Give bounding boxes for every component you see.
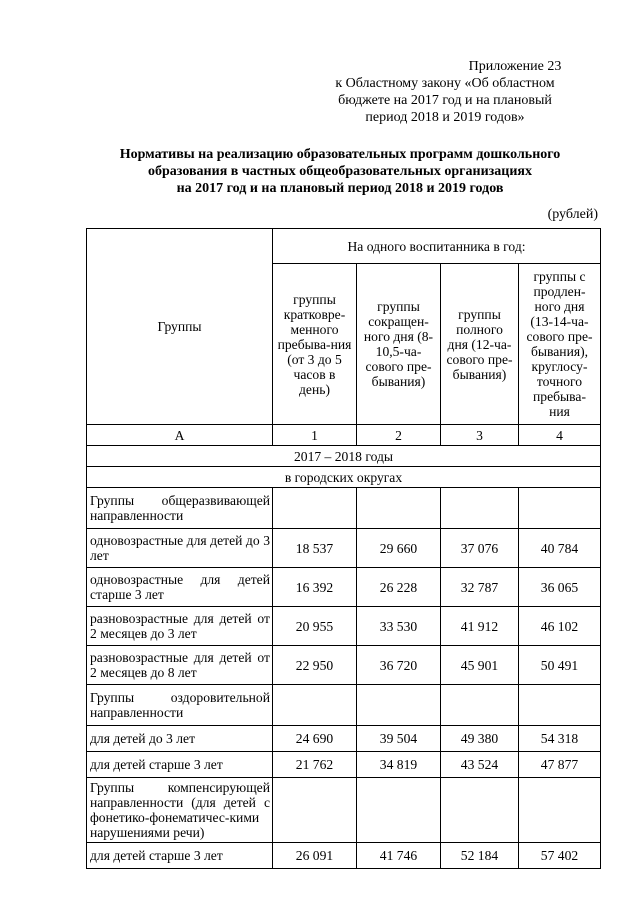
table-row (87, 488, 601, 529)
value-cell: 43 524 (441, 752, 519, 778)
row-label: разновозрастные для детей от 2 месяцев до 8 лет (87, 646, 273, 685)
header-col-2: группы сокращен-ного дня (8-10,5-ча-сового пре-бывания) (357, 264, 441, 425)
value-cell: 36 720 (357, 646, 441, 685)
value-cell: 18 537 (273, 529, 357, 568)
block-heading: Группы компенсирующей направленности (для детей с фонетико-фонематичес-кими нарушениями речи) (87, 778, 273, 843)
value-cell: 52 184 (441, 843, 519, 869)
index-cell: 1 (273, 425, 357, 446)
units-label: (рублей) (547, 207, 598, 222)
row-label: одновозрастные для детей до 3 лет (87, 529, 273, 568)
header-groups: Группы (87, 229, 273, 425)
value-cell: 57 402 (519, 843, 601, 869)
header-col-1: группы кратковре-менного пребыва-ния (от 3 до 5 часов в день) (273, 264, 357, 425)
row-label: для детей до 3 лет (87, 726, 273, 752)
block-heading: Группы общеразвивающей направленности (87, 488, 273, 529)
index-cell: 3 (441, 425, 519, 446)
table-row (87, 843, 601, 869)
period-row: 2017 – 2018 годы (87, 446, 601, 467)
title-line-2: образования в частных общеобразовательных организациях (148, 164, 532, 179)
title-line-3: на 2017 год и на плановый период 2018 и 2019 годов (176, 181, 504, 196)
value-cell: 49 380 (441, 726, 519, 752)
value-cell: 34 819 (357, 752, 441, 778)
index-cell: 4 (519, 425, 601, 446)
table-row (87, 568, 601, 607)
value-cell: 16 392 (273, 568, 357, 607)
appendix-law-line: к Областному закону «Об областном (335, 76, 555, 91)
table-row (87, 607, 601, 646)
appendix-period-line: период 2018 и 2019 годов» (365, 110, 525, 125)
value-cell: 37 076 (441, 529, 519, 568)
value-cell: 26 228 (357, 568, 441, 607)
table-row (87, 529, 601, 568)
table-row (87, 685, 601, 726)
row-label: одновозрастные для детей старше 3 лет (87, 568, 273, 607)
value-cell: 22 950 (273, 646, 357, 685)
value-cell: 36 065 (519, 568, 601, 607)
table-row (87, 752, 601, 778)
value-cell: 40 784 (519, 529, 601, 568)
value-cell: 50 491 (519, 646, 601, 685)
table-row (87, 778, 601, 843)
table-row (87, 646, 601, 685)
value-cell: 26 091 (273, 843, 357, 869)
value-cell: 24 690 (273, 726, 357, 752)
value-cell: 21 762 (273, 752, 357, 778)
document-title (40, 146, 640, 197)
value-cell: 32 787 (441, 568, 519, 607)
value-cell: 20 955 (273, 607, 357, 646)
index-cell: А (87, 425, 273, 446)
norms-table (86, 228, 601, 869)
header-per-child: На одного воспитанника в год: (273, 229, 601, 264)
appendix-header (300, 58, 590, 126)
value-cell: 54 318 (519, 726, 601, 752)
area-row: в городских округах (87, 467, 601, 488)
header-col-3: группы полного дня (12-ча-сового пре-бывания) (441, 264, 519, 425)
row-label: для детей старше 3 лет (87, 843, 273, 869)
appendix-budget-line: бюджете на 2017 год и на плановый (338, 93, 552, 108)
value-cell: 29 660 (357, 529, 441, 568)
value-cell: 45 901 (441, 646, 519, 685)
row-label: разновозрастные для детей от 2 месяцев до 3 лет (87, 607, 273, 646)
header-col-4: группы с продлен-ного дня (13-14-ча-сового пре-бывания), круглосу-точного пребыва-ния (519, 264, 601, 425)
value-cell: 41 746 (357, 843, 441, 869)
index-cell: 2 (357, 425, 441, 446)
value-cell: 33 530 (357, 607, 441, 646)
block-heading: Группы оздоровительной направленности (87, 685, 273, 726)
value-cell: 47 877 (519, 752, 601, 778)
title-line-1: Нормативы на реализацию образовательных программ дошкольного (119, 147, 561, 162)
row-label: для детей старше 3 лет (87, 752, 273, 778)
table-row (87, 726, 601, 752)
value-cell: 46 102 (519, 607, 601, 646)
value-cell: 39 504 (357, 726, 441, 752)
appendix-number: Приложение 23 (468, 59, 562, 74)
value-cell: 41 912 (441, 607, 519, 646)
